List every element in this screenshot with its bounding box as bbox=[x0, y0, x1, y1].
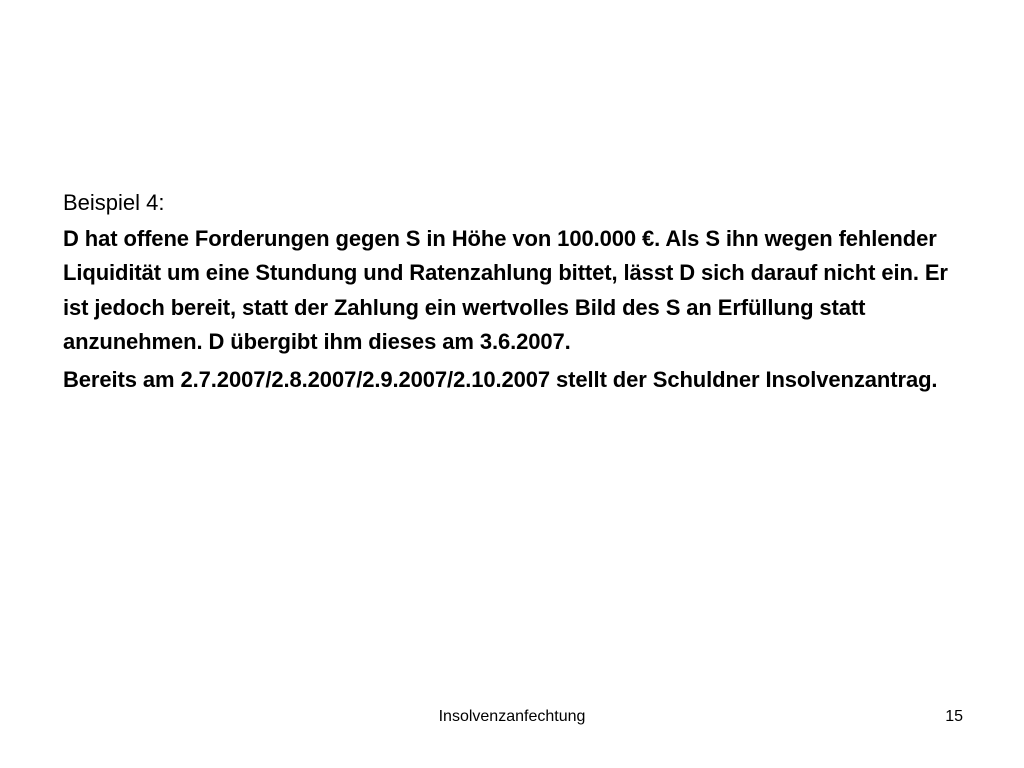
insolvency-filing-paragraph: Bereits am 2.7.2007/2.8.2007/2.9.2007/2.10.2007 stellt der Schuldner Insolvenzantrag. bbox=[63, 366, 938, 392]
case-facts-paragraph: D hat offene Forderungen gegen S in Höhe von 100.000 €. Als S ihn wegen fehlender Liquidität um eine Stundung und Ratenzahlung bittet, lässt D sich darauf nicht ein. Er ist jedoch bereit, statt der Zahlung ein wertvolles Bild des S an Erfüllung statt anzunehmen. D übergibt ihm dieses am 3.6.2007. bbox=[63, 226, 948, 355]
example-heading: Beispiel 4: bbox=[63, 190, 165, 215]
footer-title: Insolvenzanfechtung bbox=[438, 708, 586, 725]
page-number: 15 bbox=[945, 708, 963, 725]
slide-body bbox=[63, 186, 963, 400]
